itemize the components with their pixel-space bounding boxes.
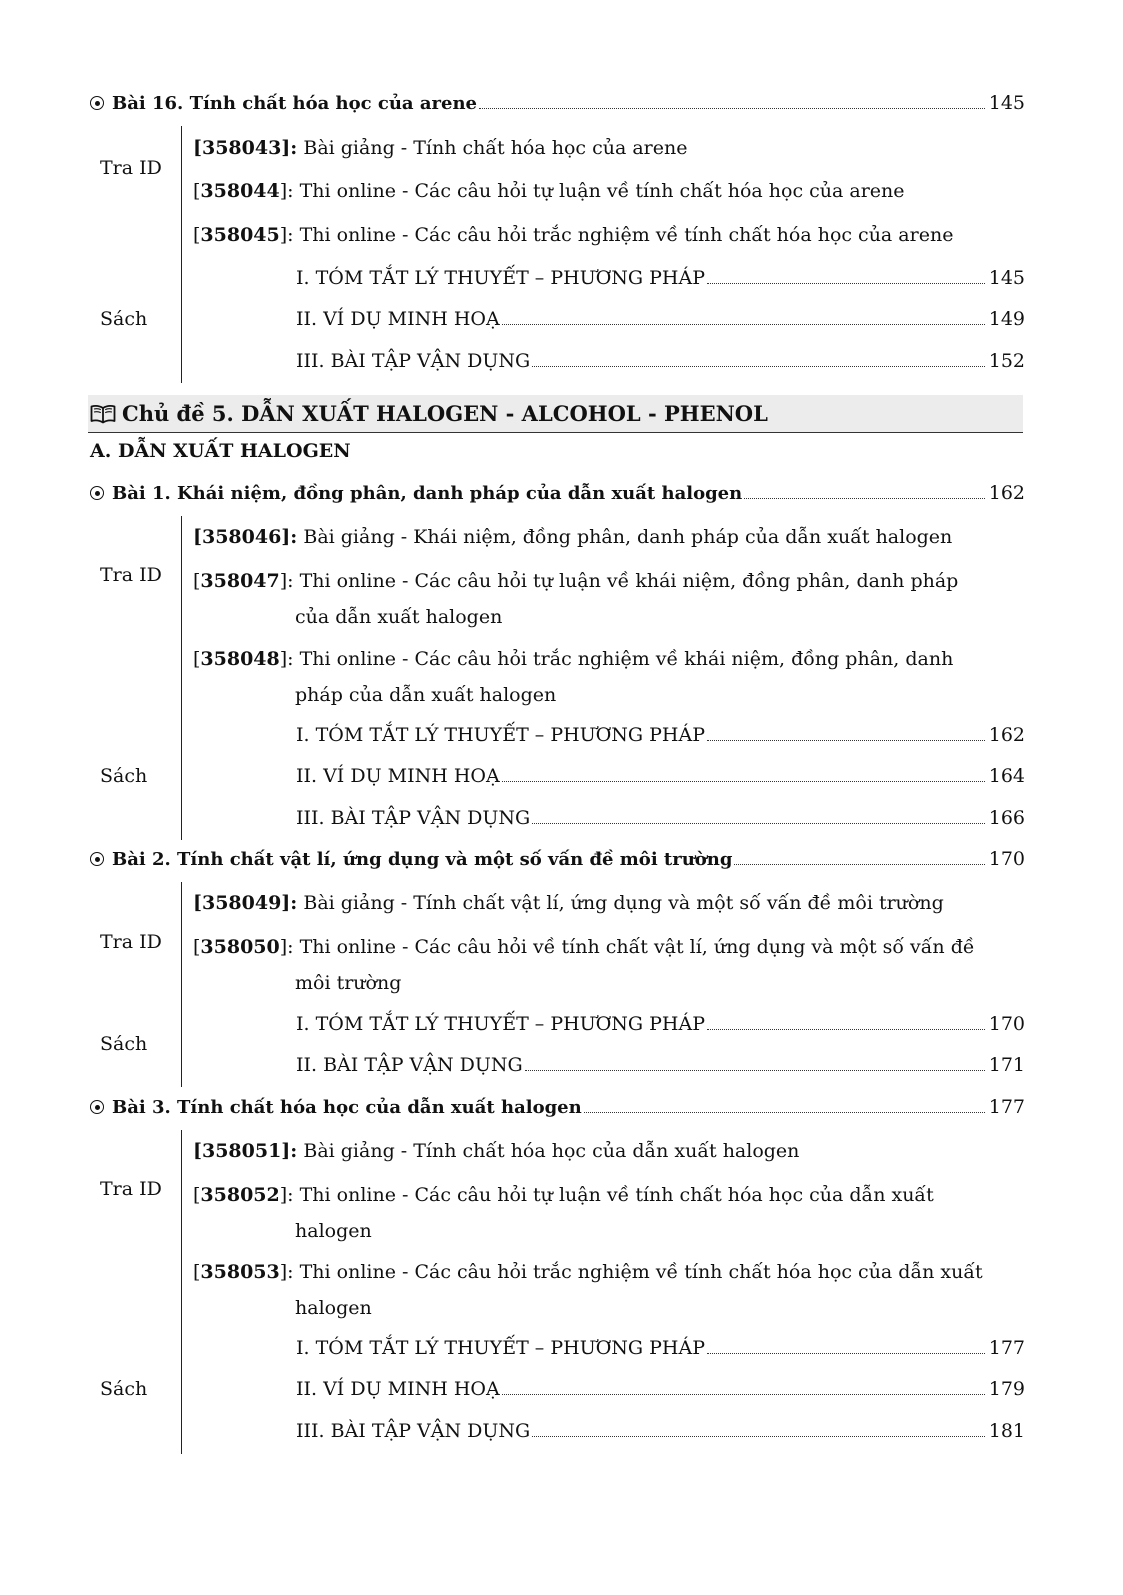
book-section-line[interactable] [296,1337,1025,1365]
dot-leader [502,781,985,782]
dot-leader [532,366,985,367]
book-section-line[interactable] [296,724,1025,752]
lecture-entry[interactable] [193,1133,993,1169]
bracket: [ [193,648,201,670]
lesson-2-heading[interactable] [90,848,1025,876]
entry-text: Thi online - Các câu hỏi tự luận về khái niệm, đồng phân, danh pháp [293,570,959,592]
book-section-label: II. BÀI TẬP VẬN DỤNG [296,1054,523,1076]
entry-text: Thi online - Các câu hỏi tự luận về tính chất hóa học của dẫn xuất [293,1184,934,1206]
book-section-label: II. VÍ DỤ MINH HOẠ [296,765,500,787]
entry-id: [358051]: [193,1140,298,1162]
page-number: 170 [988,1013,1025,1035]
book-section-line[interactable] [296,765,1025,793]
online-test-entry[interactable] [193,1254,993,1326]
bracket: [ [193,1261,201,1283]
vertical-divider [181,516,182,840]
book-section-line[interactable] [296,1378,1025,1406]
dot-leader [584,1112,985,1113]
online-test-entry[interactable] [193,173,993,209]
entry-id: 358044 [200,180,280,202]
sach-label: Sách [100,308,148,330]
dot-leader [707,740,985,741]
online-test-entry[interactable] [193,563,993,635]
bracket: [ [193,570,201,592]
page-number: 170 [988,848,1025,870]
lesson-title: Bài 3. Tính chất hóa học của dẫn xuất halogen [112,1097,582,1118]
book-section-label: I. TÓM TẮT LÝ THUYẾT – PHƯƠNG PHÁP [296,1013,705,1035]
radio-marker-icon [90,96,104,110]
entry-id: [358046]: [193,526,298,548]
page-number: 162 [988,482,1025,504]
vertical-divider [181,126,182,383]
dot-leader [502,1394,985,1395]
page-number: 162 [988,724,1025,746]
lecture-entry[interactable] [193,519,993,555]
vertical-divider [181,882,182,1087]
dot-leader [525,1070,985,1071]
entry-id: 358052 [200,1184,280,1206]
lecture-entry[interactable] [193,885,993,921]
entry-continuation: halogen [295,1297,372,1319]
entry-id: 358047 [200,570,280,592]
topic-number: Chủ đề 5. [122,401,234,426]
page-number: 179 [988,1378,1025,1400]
lesson-title: Bài 2. Tính chất vật lí, ứng dụng và một số vấn đề môi trường [112,849,733,870]
book-section-label: III. BÀI TẬP VẬN DỤNG [296,807,531,829]
bracket: [ [193,1184,201,1206]
entry-text: Thi online - Các câu hỏi trắc nghiệm về khái niệm, đồng phân, danh [293,648,954,670]
online-test-entry[interactable] [193,929,993,1001]
entry-text: Bài giảng - Tính chất hóa học của dẫn xuất halogen [297,1140,800,1162]
radio-marker-icon [90,486,104,500]
entry-id: 358053 [200,1261,280,1283]
book-section-label: I. TÓM TẮT LÝ THUYẾT – PHƯƠNG PHÁP [296,1337,705,1359]
topic-title: DẪN XUẤT HALOGEN - ALCOHOL - PHENOL [233,401,768,426]
entry-text: Thi online - Các câu hỏi trắc nghiệm về tính chất hóa học của dẫn xuất [293,1261,983,1283]
dot-leader [734,864,984,865]
bracket: ]: [279,648,294,670]
entry-continuation: halogen [295,1220,372,1242]
dot-leader [707,1353,985,1354]
page-number: 171 [988,1054,1025,1076]
page-number: 149 [988,308,1025,330]
book-section-label: I. TÓM TẮT LÝ THUYẾT – PHƯƠNG PHÁP [296,267,705,289]
entry-continuation: pháp của dẫn xuất halogen [295,684,557,706]
tra-id-label: Tra ID [100,931,162,953]
bracket: ]: [279,936,294,958]
dot-leader [479,108,985,109]
book-icon [90,404,116,424]
book-section-label: I. TÓM TẮT LÝ THUYẾT – PHƯƠNG PHÁP [296,724,705,746]
page-number: 145 [988,267,1025,289]
book-section-label: III. BÀI TẬP VẬN DỤNG [296,350,531,372]
book-section-label: II. VÍ DỤ MINH HOẠ [296,1378,500,1400]
bracket: [ [193,224,201,246]
entry-text: Thi online - Các câu hỏi tự luận về tính chất hóa học của arene [293,180,905,202]
lesson-title: Bài 16. Tính chất hóa học của arene [112,93,477,114]
bracket: ]: [279,570,294,592]
dot-leader [532,823,985,824]
entry-id: 358050 [200,936,280,958]
online-test-entry[interactable] [193,641,993,713]
sach-label: Sách [100,1378,148,1400]
entry-continuation: của dẫn xuất halogen [295,606,503,628]
entry-text: Bài giảng - Tính chất hóa học của arene [297,137,688,159]
lesson-3-heading[interactable] [90,1096,1025,1124]
book-section-line[interactable] [296,267,1025,295]
entry-id: 358048 [200,648,280,670]
bracket: ]: [279,1261,294,1283]
book-section-line[interactable] [296,1013,1025,1041]
entry-continuation: môi trường [295,972,402,994]
section-a-heading: A. DẪN XUẤT HALOGEN [90,440,351,462]
bracket: ]: [279,1184,294,1206]
dot-leader [707,1029,985,1030]
bracket: [ [193,180,201,202]
tra-id-label: Tra ID [100,157,162,179]
dot-leader [707,283,985,284]
bracket: ]: [279,180,294,202]
dot-leader [502,324,985,325]
entry-id: [358049]: [193,892,298,914]
page-number: 145 [988,92,1025,114]
book-section-label: III. BÀI TẬP VẬN DỤNG [296,1420,531,1442]
page-number: 164 [988,765,1025,787]
online-test-entry[interactable] [193,1177,993,1249]
lecture-entry[interactable] [193,130,993,166]
lesson-title: Bài 1. Khái niệm, đồng phân, danh pháp của dẫn xuất halogen [112,483,743,504]
radio-marker-icon [90,1100,104,1114]
bracket: ]: [279,224,294,246]
sach-label: Sách [100,765,148,787]
bracket: [ [193,936,201,958]
entry-text: Thi online - Các câu hỏi trắc nghiệm về tính chất hóa học của arene [293,224,954,246]
page-number: 181 [988,1420,1025,1442]
radio-marker-icon [90,852,104,866]
entry-text: Bài giảng - Tính chất vật lí, ứng dụng và một số vấn đề môi trường [297,892,944,914]
dot-leader [532,1436,985,1437]
book-section-line[interactable] [296,807,1025,835]
book-section-line[interactable] [296,1054,1025,1082]
tra-id-label: Tra ID [100,1178,162,1200]
entry-id: [358043]: [193,137,298,159]
topic-header [88,395,1023,433]
dot-leader [744,498,985,499]
entry-text: Bài giảng - Khái niệm, đồng phân, danh pháp của dẫn xuất halogen [297,526,953,548]
lesson-16-heading[interactable] [90,92,1025,120]
entry-id: 358045 [200,224,280,246]
online-test-entry[interactable] [193,217,993,253]
lesson-1-heading[interactable] [90,482,1025,510]
sach-label: Sách [100,1033,148,1055]
page-number: 177 [988,1337,1025,1359]
vertical-divider [181,1130,182,1454]
page-number: 166 [988,807,1025,829]
book-section-label: II. VÍ DỤ MINH HOẠ [296,308,500,330]
page-number: 152 [988,350,1025,372]
page-number: 177 [988,1096,1025,1118]
tra-id-label: Tra ID [100,564,162,586]
book-section-line[interactable] [296,350,1025,378]
book-section-line[interactable] [296,1420,1025,1448]
entry-text: Thi online - Các câu hỏi về tính chất vật lí, ứng dụng và một số vấn đề [293,936,975,958]
book-section-line[interactable] [296,308,1025,336]
